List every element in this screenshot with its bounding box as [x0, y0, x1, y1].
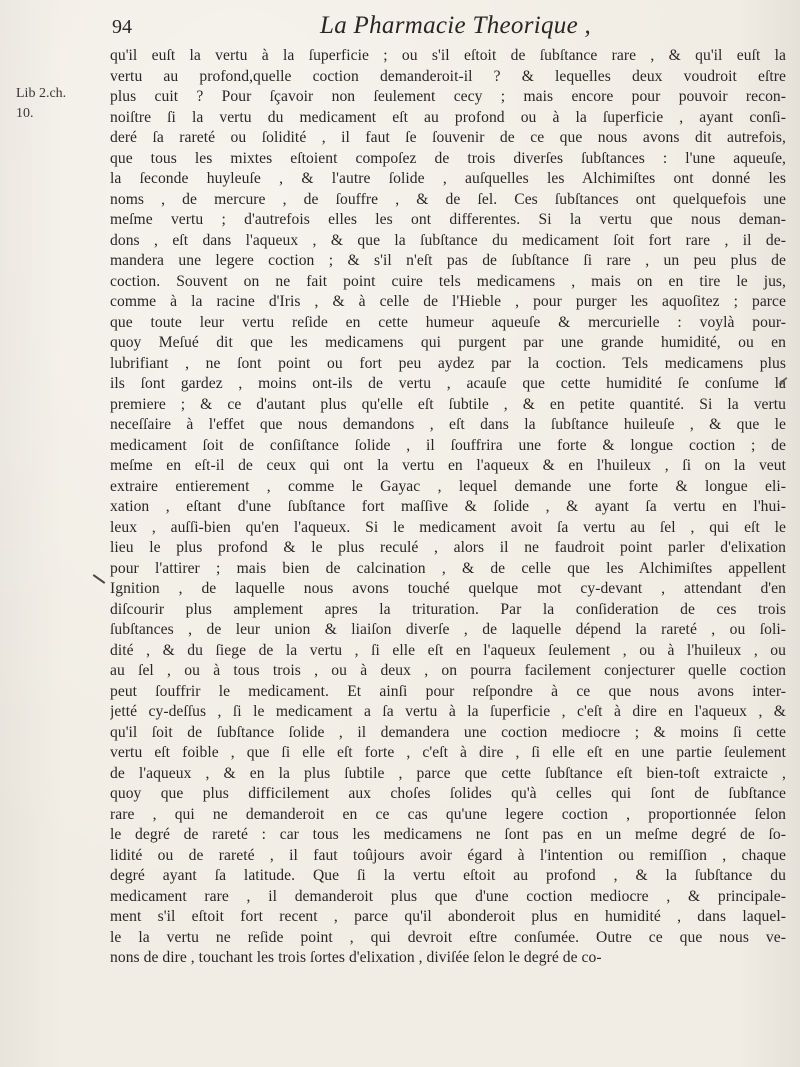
- text-line: xation , eſtant d'une ſubſtance fort maſſive & ſolide , & ayant ſa vertu en l'hui-: [110, 498, 786, 515]
- text-line: neceſſaire à l'effet que nous demandons , eſt dans la ſubſtance huileuſe , & que le: [110, 416, 786, 433]
- text-line: lieu le plus profond & le plus reculé , alors il ne faudroit point parler d'elixation: [110, 539, 786, 556]
- text-line: vertu eſt foible , que ſi elle eſt forte , c'eſt à dire , ſi elle eſt en une partie ſeulement: [110, 744, 786, 761]
- text-line: comme à la racine d'Iris , & à celle de l'Hieble , pour purger les aquoſitez ; parce: [110, 293, 786, 310]
- text-line: deré ſa rareté ou ſolidité , il faut ſe ſouvenir de ce que nous avons dit autrefois,: [110, 129, 786, 146]
- text-line: qu'il ſoit de ſubſtance ſolide , il demandera une coction mediocre ; & moins ſi cette: [110, 723, 786, 741]
- text-line: meſme en eſt-il de ceux qui ont la vertu en l'aqueux & en l'huileux , ſi on la veut: [110, 457, 786, 474]
- text-line: qu'il euſt la vertu à la ſuperficie ; ou s'il eſtoit de ſubſtance rare , & qu'il euſt la: [110, 47, 786, 64]
- text-line: quoy que plus difficilement aux choſes ſolides qu'à celles qui ſont de ſubſtance: [110, 785, 786, 802]
- text-line: coction. Souvent on ne fait point cuire tels medicamens , mais on en tire le jus,: [110, 272, 786, 290]
- margin-dash-mark: [93, 574, 106, 584]
- text-line: medicament ſoit de conſiſtance ſolide , il ſouffrira une forte & longue coction ; de: [110, 436, 786, 454]
- text-line: jetté cy-deſſus , ſi le medicament a ſa vertu à la ſuperficie , c'eſt à dire en l'aqueux , &: [110, 703, 786, 720]
- margin-note-line: Lib 2.ch.: [16, 86, 67, 101]
- text-line: lidité ou de rareté , il faut toûjours avoir égard à l'intention ou remiſſion , chaque: [110, 846, 786, 864]
- text-line: lubrifiant , ne ſont point ou fort peu aydez par la coction. Tels medicamens plus: [110, 354, 786, 372]
- text-line: la ſeconde huyleuſe , & l'autre ſolide , auſquelles les Alchimiſtes ont donné les: [110, 170, 786, 187]
- text-line: au ſel , ou à tous trois , ou à deux , on pourra facilement conjecturer quelle coction: [110, 662, 786, 679]
- text-line: leux , auſſi-bien qu'en l'aqueux. Si le medicament avoit ſa vertu au ſel , qui eſt le: [110, 518, 786, 536]
- text-line: rare , qui ne demanderoit en ce cas qu'une legere coction , proportionnée ſelon: [110, 805, 786, 823]
- text-line: noms , de mercure , de ſouffre , & de ſel. Ces ſubſtances ont quelquefois une: [110, 190, 786, 208]
- text-line: dons , eſt dans l'aqueux , & que la ſubſtance du medicament ſoit fort rare , il de-: [110, 231, 786, 249]
- text-line: quoy Meſué dit que les medicamens qui purgent par une grande humidité, ou en: [110, 334, 786, 351]
- text-line: extraire entierement , comme le Gayac , lequel demande une forte & longue eli-: [110, 477, 786, 495]
- text-line: nons de dire , touchant les trois ſortes d'elixation , diviſée ſelon le degré de co-: [110, 949, 602, 966]
- text-line: de l'aqueux , & en la plus ſubtile , parce que cette ſubſtance eſt bien-toſt extraicte ,: [110, 764, 786, 782]
- page-header: [0, 12, 800, 44]
- text-line: peut ſouffrir le medicament. Et ainſi pour reſpondre à ce que nous avons inter-: [110, 682, 786, 700]
- text-line: le degré de rareté : car tous les medicamens ne ſont pas en un meſme degré de ſo-: [110, 826, 786, 843]
- text-line: ment s'il eſtoit fort recent , parce qu'il abonderoit plus en humidité , dans laquel-: [110, 908, 786, 925]
- text-line: que tous les mixtes eſtoient compoſez de trois diverſes ſubſtances : l'une aqueuſe,: [110, 149, 786, 167]
- text-line: le la vertu ne reſide point , qui devroit eſtre conſumée. Outre ce que nous ve-: [110, 928, 786, 946]
- body-text: [110, 46, 786, 969]
- text-line: diſcourir plus amplement apres la trituration. Par la conſideration de ces trois: [110, 600, 786, 618]
- margin-note: [16, 84, 106, 124]
- text-line: medicament rare , il demanderoit plus que d'une coction mediocre , & principale-: [110, 887, 786, 905]
- running-title: La Pharmacie Theorique ,: [320, 12, 592, 39]
- text-line: dité , & du ſiege de la vertu , ſi elle eſt en l'aqueux ſeulement , ou à l'huileux , ou: [110, 641, 786, 659]
- margin-note-line: 10.: [16, 106, 34, 121]
- text-line: plus cuit ? Pour ſçavoir non ſeulement cecy ; mais encore pour pouvoir recon-: [110, 88, 786, 105]
- page-number: 94: [112, 16, 132, 38]
- text-line: noiſtre ſi la vertu du medicament eſt au profond ou à la ſuperficie , ayant conſi-: [110, 108, 786, 126]
- text-line: mandera une legere coction ; & s'il n'eſt pas de ſubſtance ſi rare , un peu plus de: [110, 252, 786, 269]
- text-line: ſubſtances , de leur union & liaiſon diverſe , de laquelle dépend la rareté , ou ſoli-: [110, 621, 786, 638]
- text-line: meſme vertu ; d'autrefois elles les ont differentes. Si la vertu que nous deman-: [110, 211, 786, 228]
- text-line: premiere ; & ce d'autant plus qu'elle eſt ſubtile , & en petite quantité. Si la vertu: [110, 395, 786, 413]
- text-line: pour l'attirer ; mais bien de calcination , & de celle que les Alchimiſtes appellent: [110, 559, 786, 577]
- text-line: Ignition , de laquelle nous avons touché quelque mot cy-devant , attendant d'en: [110, 580, 786, 597]
- text-line: que toute leur vertu reſide en cette humeur aqueuſe & mercurielle : voylà pour-: [110, 313, 786, 331]
- text-line: ils ſont gardez , moins ont-ils de vertu , acauſe que cette humidité ſe conſume la: [110, 375, 786, 392]
- text-line: degré ayant ſa latitude. Que ſi la vertu eſtoit au profond , & la ſubſtance du: [110, 867, 786, 884]
- text-line: vertu au profond,quelle coction demanderoit-il ? & lequelles deux voudroit eſtre: [110, 67, 786, 85]
